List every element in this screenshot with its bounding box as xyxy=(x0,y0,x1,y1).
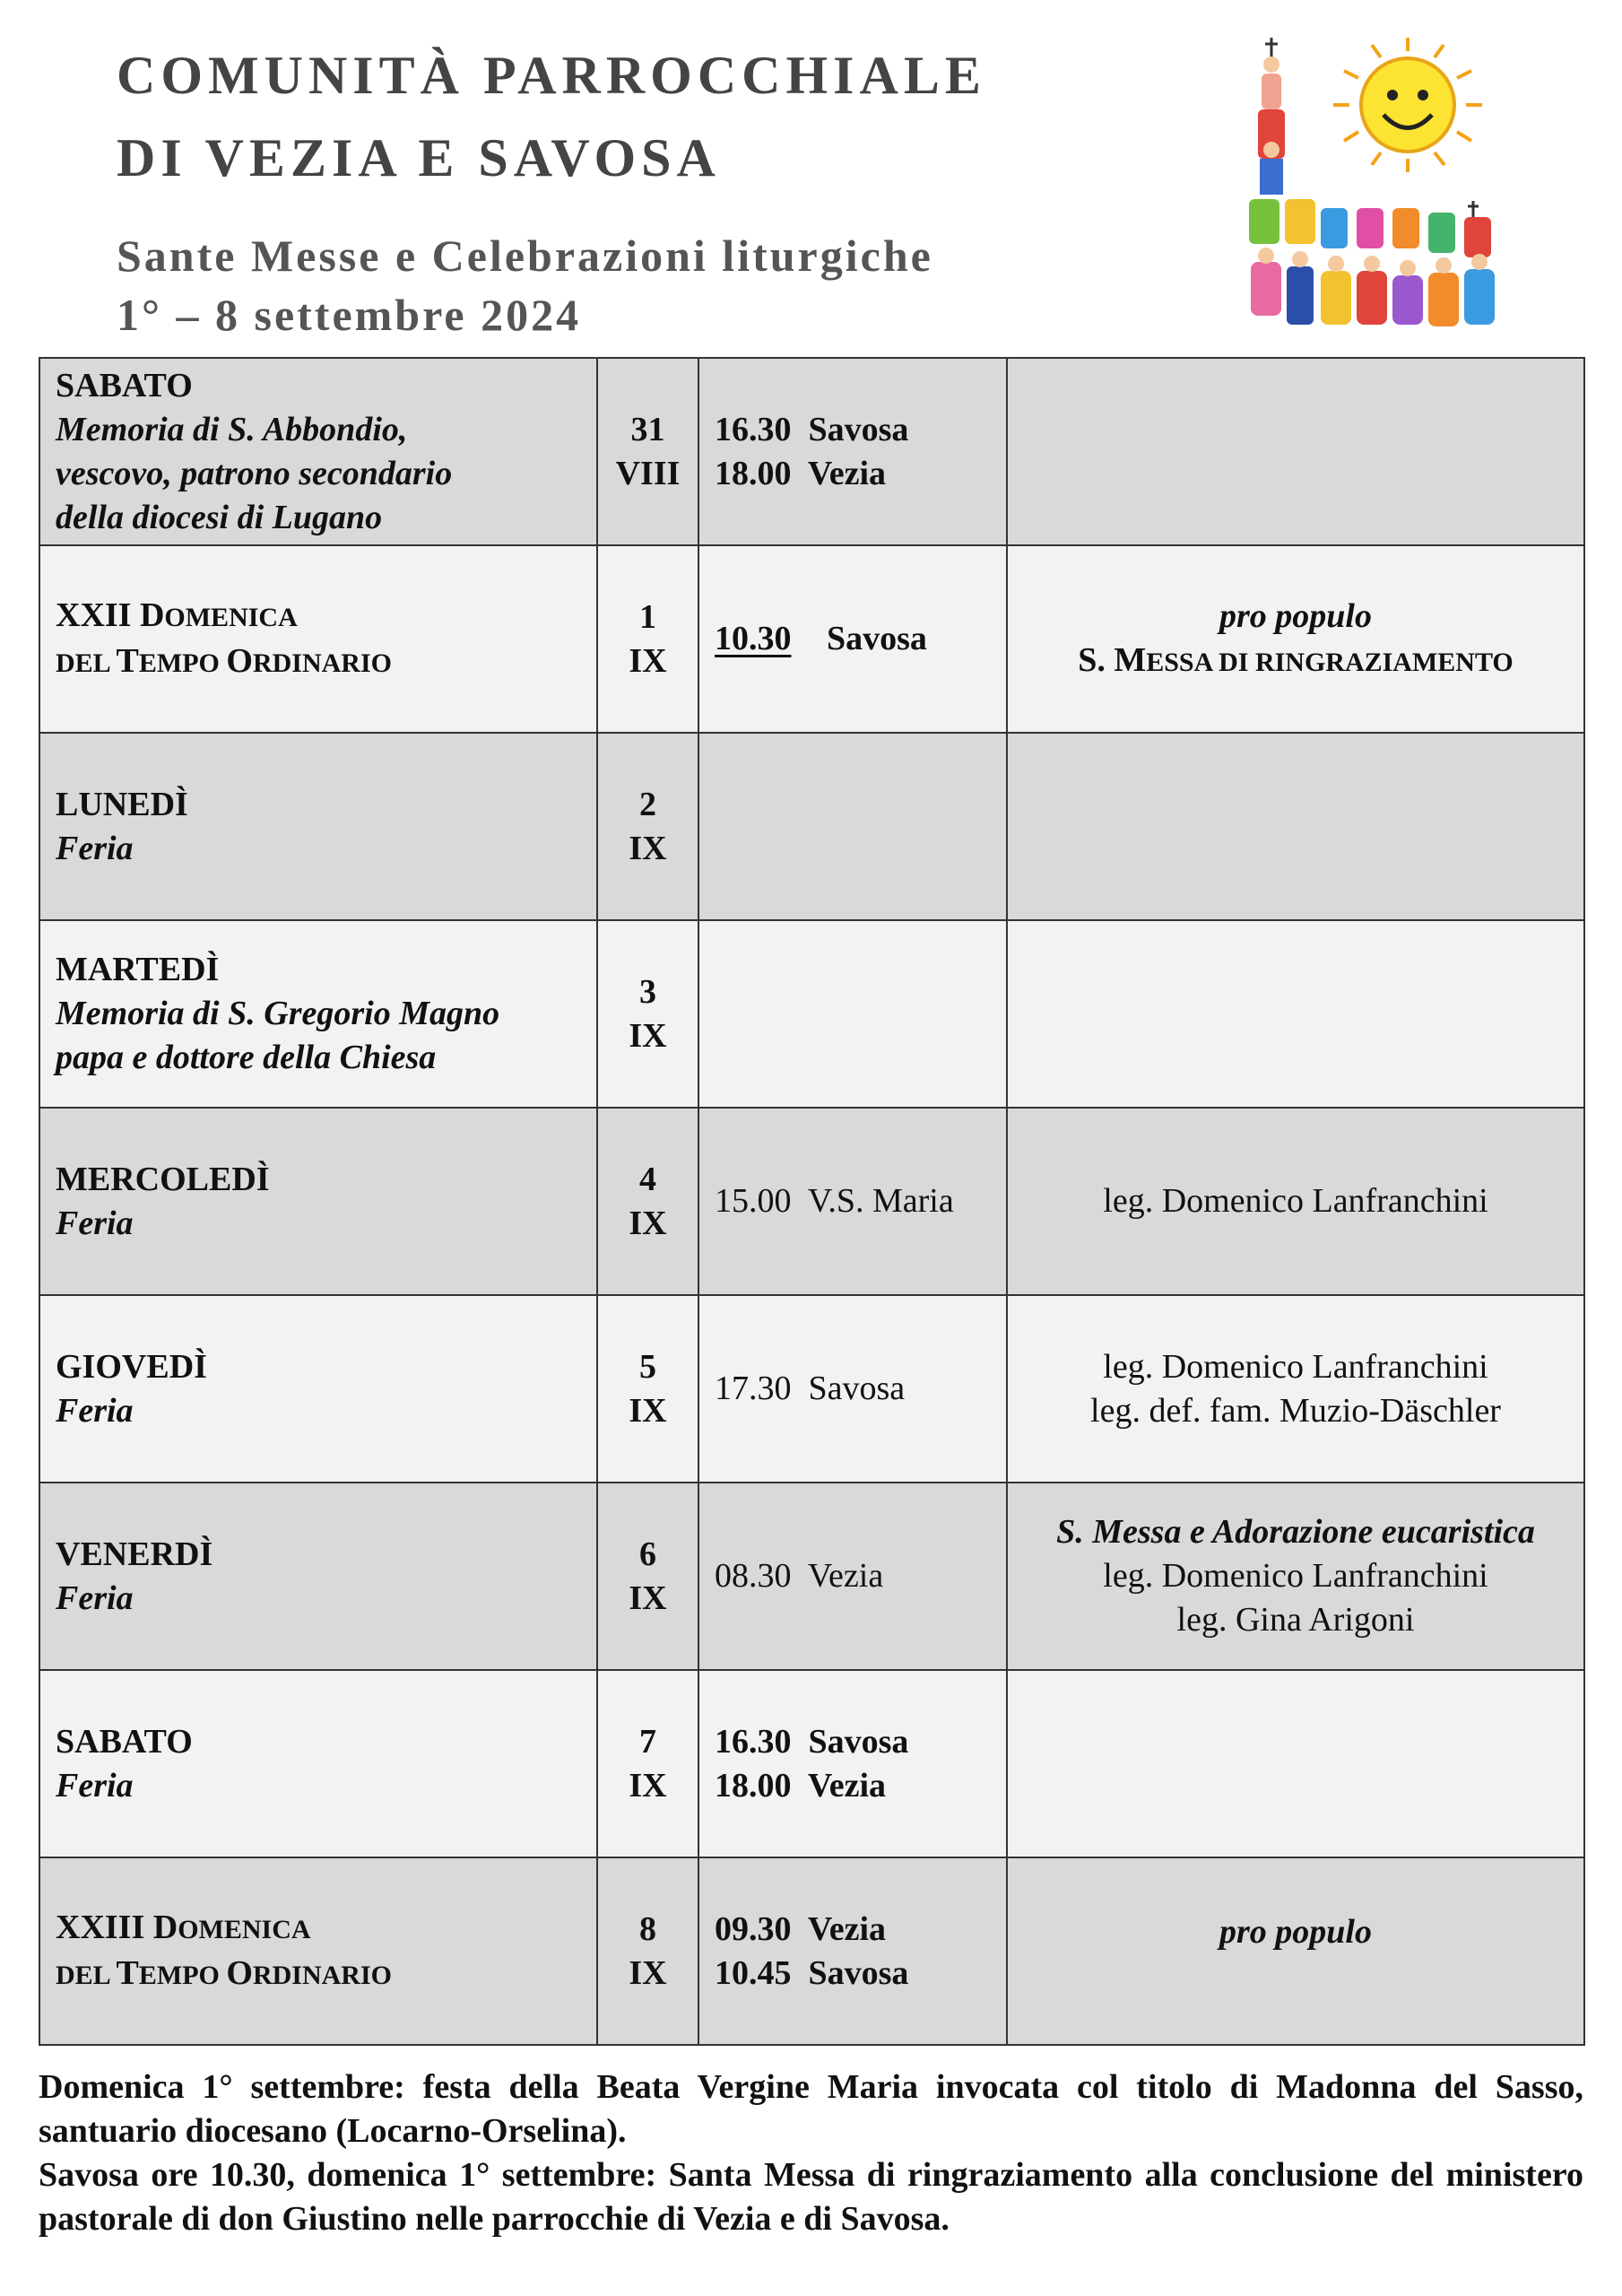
day-cell: LUNEDÌ Feria xyxy=(39,733,597,920)
day-cell: VENERDÌ Feria xyxy=(39,1483,597,1670)
title-line-1: COMUNITÀ PARROCCHIALE xyxy=(117,46,986,105)
intention-cell xyxy=(1007,358,1584,545)
day-cell: GIOVEDÌ Feria xyxy=(39,1295,597,1483)
title-line-2: DI VEZIA E SAVOSA xyxy=(117,128,721,187)
table-row xyxy=(39,1483,1584,1670)
footer-paragraph-2: Savosa ore 10.30, domenica 1° settembre: Santa Messa di ringraziamento alla conclusione del ministero pastorale di don Giustino nelle parrocchie di Vezia e di Savosa. xyxy=(39,2156,1583,2238)
intention-cell: S. Messa e Adorazione eucaristica leg. Domenico Lanfranchini leg. Gina Arigoni xyxy=(1007,1483,1584,1670)
mass-time-cell: 10.30 Savosa xyxy=(698,545,1007,733)
mass-time-cell: 15.00 V.S. Maria xyxy=(698,1108,1007,1295)
table-row xyxy=(39,1295,1584,1483)
intention-cell: pro populo S. MESSA DI RINGRAZIAMENTO xyxy=(1007,545,1584,733)
table-row xyxy=(39,545,1584,733)
date-cell: 5 IX xyxy=(597,1295,698,1483)
day-cell: MERCOLEDÌ Feria xyxy=(39,1108,597,1295)
mass-time-cell: 16.30 Savosa 18.00 Vezia xyxy=(698,1670,1007,1857)
table-row xyxy=(39,1857,1584,2045)
day-cell: SABATO Memoria di S. Abbondio, vescovo, patrono secondario della diocesi di Lugano xyxy=(39,358,597,545)
subtitle-line-1: Sante Messe e Celebrazioni liturgiche xyxy=(117,230,933,281)
date-cell: 7 IX xyxy=(597,1670,698,1857)
date-cell: 31 VIII xyxy=(597,358,698,545)
parish-logo-illustration xyxy=(1242,38,1511,352)
page-subtitle xyxy=(117,226,1264,344)
date-cell: 3 IX xyxy=(597,920,698,1108)
mass-time-cell xyxy=(698,733,1007,920)
date-cell: 8 IX xyxy=(597,1857,698,2045)
table-row xyxy=(39,358,1584,545)
subtitle-line-2: 1° – 8 settembre 2024 xyxy=(117,290,582,340)
mass-time-cell: 17.30 Savosa xyxy=(698,1295,1007,1483)
page-title xyxy=(117,34,1264,199)
date-cell: 4 IX xyxy=(597,1108,698,1295)
footer-paragraph-1: Domenica 1° settembre: festa della Beata Vergine Maria invocata col titolo di Madonna del Sasso, santuario diocesano (Locarno-Orselina). xyxy=(39,2068,1583,2150)
intention-cell: leg. Domenico Lanfranchini leg. def. fam. Muzio-Däschler xyxy=(1007,1295,1584,1483)
intention-cell xyxy=(1007,920,1584,1108)
intention-cell: leg. Domenico Lanfranchini xyxy=(1007,1108,1584,1295)
date-cell: 2 IX xyxy=(597,733,698,920)
table-row xyxy=(39,733,1584,920)
intention-cell xyxy=(1007,733,1584,920)
intention-cell xyxy=(1007,1670,1584,1857)
date-cell: 1 IX xyxy=(597,545,698,733)
footer-notes xyxy=(39,2066,1583,2241)
day-cell: MARTEDÌ Memoria di S. Gregorio Magno papa e dottore della Chiesa xyxy=(39,920,597,1108)
mass-schedule-table xyxy=(39,357,1585,2046)
mass-time-cell: 09.30 Vezia 10.45 Savosa xyxy=(698,1857,1007,2045)
table-row xyxy=(39,920,1584,1108)
table-row xyxy=(39,1670,1584,1857)
header xyxy=(117,34,1264,344)
mass-time-cell: 08.30 Vezia xyxy=(698,1483,1007,1670)
day-cell: XXII DOMENICA DEL TEMPO ORDINARIO xyxy=(39,545,597,733)
intention-cell: pro populo xyxy=(1007,1857,1584,2045)
day-cell: SABATO Feria xyxy=(39,1670,597,1857)
mass-time-cell xyxy=(698,920,1007,1108)
sun-icon xyxy=(1333,38,1482,172)
day-cell: XXIII DOMENICA DEL TEMPO ORDINARIO xyxy=(39,1857,597,2045)
date-cell: 6 IX xyxy=(597,1483,698,1670)
table-row xyxy=(39,1108,1584,1295)
mass-time-cell: 16.30 Savosa 18.00 Vezia xyxy=(698,358,1007,545)
